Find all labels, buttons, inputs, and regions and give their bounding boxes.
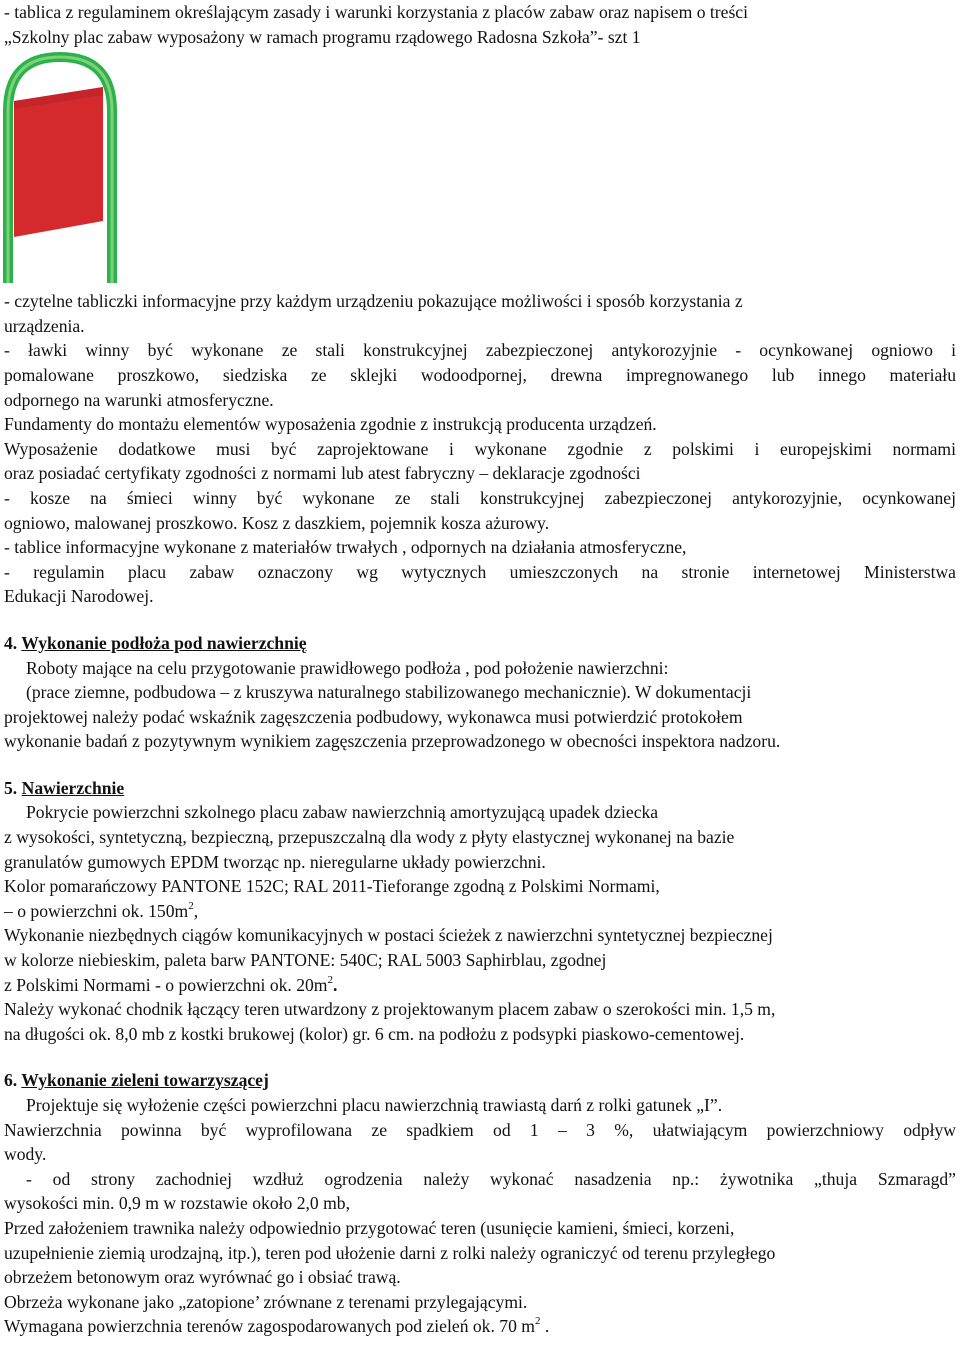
section-6-line: Nawierzchnia powinna być wyprofilowana ze spadkiem od 1 – 3 %, ułatwiającym powierzchniowy odpływ <box>4 1119 956 1140</box>
area-text: z Polskimi Normami - o powierzchni ok. 20m <box>4 974 328 995</box>
intro-line-2: „Szkolny plac zabaw wyposażony w ramach programu rządowego Radosna Szkoła”- szt 1 <box>4 26 641 47</box>
equipment-line: - czytelne tabliczki informacyjne przy każdym urządzeniu pokazujące możliwości i sposób korzystania z <box>4 291 743 312</box>
intro-line-1: - tablica z regulaminem określającym zasady i warunki korzystania z placów zabaw oraz napisem o treści <box>4 2 748 22</box>
section-5-area-line <box>4 899 956 924</box>
document-page <box>4 0 956 1339</box>
section-6-number: 6. <box>4 1070 18 1091</box>
equipment-line: Fundamenty do montażu elementów wyposażenia zgodnie z instrukcją producenta urządzeń. <box>4 414 657 435</box>
equipment-line: - regulamin placu zabaw oznaczony wg wytycznych umieszczonych na stronie internetowej Ministerstwa <box>4 561 956 582</box>
superscript: 2 <box>327 973 333 986</box>
section-5-line: na długości ok. 8,0 mb z kostki brukowej (kolor) gr. 6 cm. na podłożu z podsypki piaskowo-cementowej. <box>4 1023 745 1044</box>
equipment-line: - ławki winny być wykonane ze stali konstrukcyjnej zabezpieczonej antykorozyjnie - ocynkowanej ogniowo i <box>4 340 956 361</box>
section-6-line: uzupełnienie ziemią urodzajną, itp.), teren pod ułożenie darni z rolki należy ograniczyć od terenu przyległego <box>4 1242 776 1263</box>
section-5-title: Nawierzchnie <box>21 777 125 798</box>
equipment-line: pomalowane proszkowo, siedziska ze sklejki wodoodpornej, drewna impregnowanego lub innego materiału <box>4 364 956 385</box>
section-5-line: z wysokości, syntetyczną, bezpieczną, przepuszczalną dla wody z płyty elastycznej wykonanej na bazie <box>4 827 735 848</box>
area-text: Wymagana powierzchnia terenów zagospodarowanych pod zieleń ok. 70 m <box>4 1316 535 1337</box>
section-6-line: Przed założeniem trawnika należy odpowiednio przygotować teren (usunięcie kamieni, śmieci, korzeni, <box>4 1217 735 1238</box>
superscript: 2 <box>534 1315 541 1328</box>
section-5-line: Należy wykonać chodnik łączący teren utwardzony z projektowanym placem zabaw o szerokości min. 1,5 m, <box>4 999 776 1020</box>
section-6-title: Wykonanie zieleni towarzyszącej <box>21 1070 269 1091</box>
section-4-line: (prace ziemne, podbudowa – z kruszywa naturalnego stabilizowanego mechanicznie). W dokumentacji <box>26 682 752 703</box>
section-4-line: Roboty mające na celu przygotowanie prawidłowego podłoża , pod położenie nawierzchni: <box>26 657 669 678</box>
section-5-line: Kolor pomarańczowy PANTONE 152C; RAL 2011-Tieforange zgodną z Polskimi Normami, <box>4 876 660 897</box>
section-4-line: projektowej należy podać wskaźnik zagęszczenia podbudowy, wykonawca musi potwierdzić protokołem <box>4 706 743 727</box>
section-6-line: Obrzeża wykonane jako „zatopione’ zrównane z terenami przylegającymi. <box>4 1291 528 1312</box>
section-4-heading <box>4 631 956 656</box>
equipment-line: oraz posiadać certyfikaty zgodności z normami lub atest fabryczny – deklaracje zgodności <box>4 463 641 484</box>
section-6-line: Projektuje się wyłożenie części powierzchni placu nawierzchnią trawiastą darń z rolki gatunek „I”. <box>26 1095 723 1115</box>
area-suffix: . <box>540 1316 550 1337</box>
equipment-line: urządzenia. <box>4 315 85 336</box>
equipment-line: - kosze na śmieci winny być wykonane ze stali konstrukcyjnej zabezpieczonej antykorozyjnie, ocynkowanej <box>4 487 956 508</box>
section-4-title: Wykonanie podłoża pod nawierzchnię <box>21 632 307 653</box>
superscript: 2 <box>188 899 194 912</box>
information-board-image <box>0 51 120 283</box>
equipment-line: Wyposażenie dodatkowe musi być zaprojektowane i wykonane zgodnie z polskimi i europejskimi normami <box>4 438 956 459</box>
section-5-line: w kolorze niebieskim, paleta barw PANTONE: 540C; RAL 5003 Saphirblau, zgodnej <box>4 950 607 971</box>
section-5-line: granulatów gumowych EPDM tworząc np. nieregularne układy powierzchni. <box>4 851 546 872</box>
section-6-line: wysokości min. 0,9 m w rozstawie około 2,0 mb, <box>4 1193 350 1214</box>
section-5-area-line <box>4 973 956 998</box>
equipment-line: odpornego na warunki atmosferyczne. <box>4 389 274 410</box>
equipment-line: - tablice informacyjne wykonane z materiałów trwałych , odpornych na działania atmosferyczne, <box>4 537 687 558</box>
section-5-line: Wykonanie niezbędnych ciągów komunikacyjnych w postaci ścieżek z nawierzchni syntetycznej bezpiecznej <box>4 925 773 946</box>
equipment-line: ogniowo, malowanej proszkowo. Kosz z daszkiem, pojemnik kosza ażurowy. <box>4 512 550 533</box>
area-text: – o powierzchni ok. 150m <box>4 900 189 921</box>
section-4-line: wykonanie badań z pozytywnym wynikiem zagęszczenia przeprowadzonego w obecności inspektora nadzoru. <box>4 731 781 752</box>
section-5-number: 5. <box>4 777 18 798</box>
section-5-line: Pokrycie powierzchni szkolnego placu zabaw nawierzchnią amortyzującą upadek dziecka <box>26 802 659 823</box>
section-6-line: - od strony zachodniej wzdłuż ogrodzenia należy wykonać nasadzenia np.: żywotnika „thuja Szmaragd” <box>26 1168 956 1189</box>
section-6-line: obrzeżem betonowym oraz wyrównać go i obsiać trawą. <box>4 1267 401 1288</box>
section-6-heading <box>4 1068 956 1093</box>
area-suffix: . <box>332 974 338 995</box>
section-6-line: wody. <box>4 1144 47 1165</box>
section-6-area-line <box>4 1314 956 1339</box>
equipment-line: Edukacji Narodowej. <box>4 586 154 607</box>
section-4-number: 4. <box>4 632 18 653</box>
area-suffix: , <box>193 900 199 921</box>
section-5-heading <box>4 776 956 801</box>
